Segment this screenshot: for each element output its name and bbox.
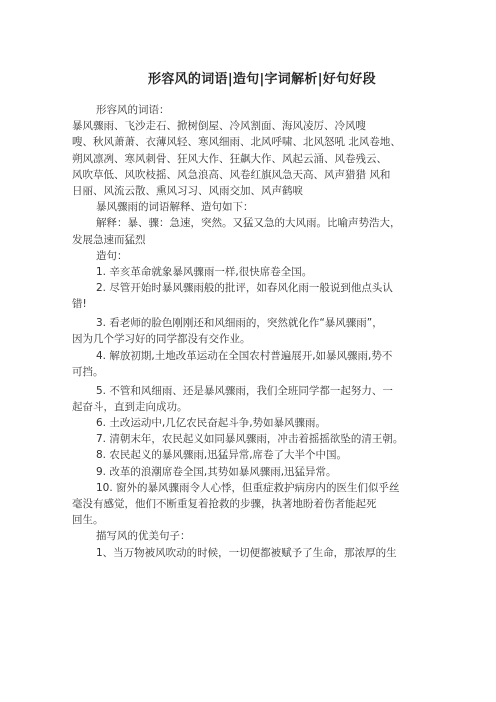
- explanation-line: 发展急速而猛烈: [72, 233, 146, 246]
- sentence-line: 1. 辛亥革命就象暴风骤雨一样,很快席卷全国。: [96, 266, 313, 279]
- section-heading-sentences: 造句：: [96, 249, 128, 262]
- section-heading-good-sentences: 描写风的优美句子：: [96, 530, 191, 543]
- sentence-line: 错!: [72, 298, 87, 311]
- good-sentence-line: 1、当万物被风吹动的时候，一切便都被赋予了生命，那浓厚的生: [96, 546, 397, 559]
- sentence-line: 2. 尽管开始时暴风骤雨般的批评，如春风化雨一般说到他点头认: [96, 282, 393, 295]
- section-heading-words: 形容风的词语：: [96, 104, 170, 116]
- sentence-line: 因为几个学习好的同学都没有交作业。: [72, 333, 251, 346]
- word-list-line: 嗖、秋风萧萧、衣薄风轻、寒风细雨、北风呼啸、北风怒吼 北风卷地、: [72, 136, 401, 149]
- sentence-line: 9. 改革的浪潮席卷全国,其势如暴风骤雨,迅猛异常。: [96, 465, 337, 478]
- document-title: 形容风的词语|造句|字词解析|好句好段: [148, 72, 376, 87]
- word-list-line: 风吹草低、风吹枝摇、风急浪高、风卷红旗风急天高、风声猎猎 风和: [72, 168, 391, 181]
- document-body: [72, 102, 432, 561]
- sentence-line: 7. 清朝末年，农民起义如同暴风骤雨，冲击着摇摇欲坠的清王朝。: [96, 433, 404, 446]
- sentence-line: 3. 看老师的脸色刚刚还和风细雨的，突然就化作“暴风骤雨”，: [96, 317, 383, 330]
- sentence-line: 6. 土改运动中,几亿农民奋起斗争,势如暴风骤雨。: [96, 417, 327, 430]
- section-heading-explain: 暴风骤雨的词语解释、造句如下：: [96, 201, 254, 214]
- sentence-line: 起奋斗，直到走向成功。: [72, 400, 188, 413]
- sentence-line: 10. 窗外的暴风骤雨令人心悸，但重症救护病房内的医生们似乎丝: [96, 481, 400, 494]
- sentence-line: 8. 农民起义的暴风骤雨,迅猛异常,席卷了大半个中国。: [96, 449, 348, 462]
- word-list-line: 暴风骤雨、飞沙走石、掀树倒屋、冷风割面、海风凌厉、冷风嗖: [72, 120, 366, 133]
- word-list-line: 朔风凛冽、寒风刺骨、狂风大作、狂飙大作、风起云涌、风卷残云、: [72, 152, 387, 165]
- sentence-line: 毫没有感觉，他们不断重复着抢救的步骤，执著地盼着伤者能起死: [72, 498, 377, 511]
- sentence-line: 5. 不管和风细雨、还是暴风骤雨，我们全班同学都一起努力、一: [96, 384, 393, 397]
- sentence-line: 回生。: [72, 514, 104, 527]
- sentence-line: 可挡。: [72, 365, 104, 378]
- explanation-line: 解释：暴、骤：急速，突然。又猛又急的大风雨。比喻声势浩大，: [96, 217, 401, 230]
- word-list-line: 日丽、风流云散、熏风习习、风雨交加、风声鹤唳: [72, 185, 303, 198]
- sentence-line: 4. 解放初期,土地改革运动在全国农村普遍展开,如暴风骤雨,势不: [96, 349, 393, 362]
